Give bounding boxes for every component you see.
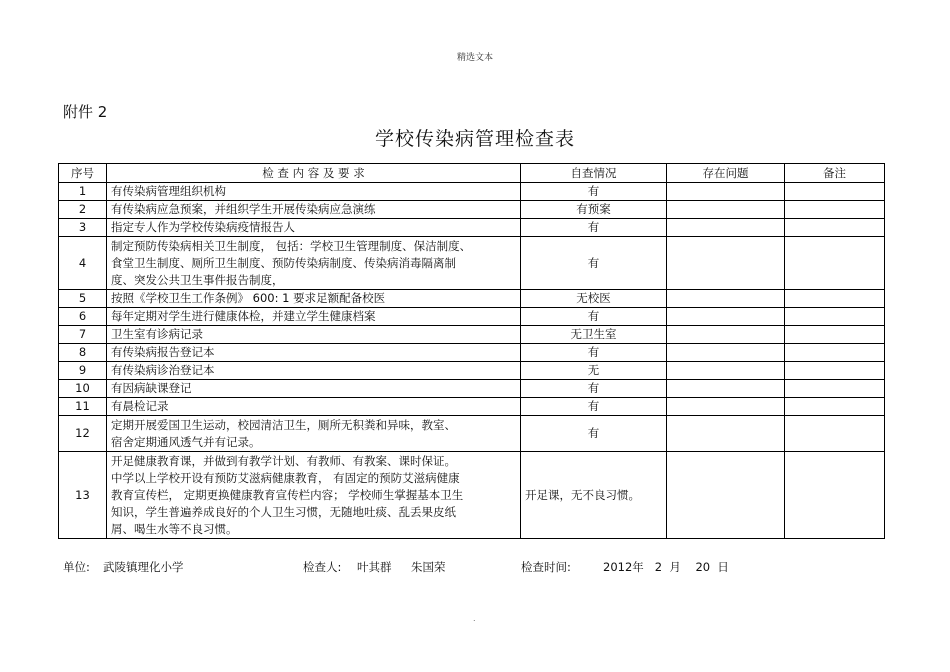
row-number: 1 (59, 183, 107, 201)
attachment-label: 附件 2 (63, 103, 108, 121)
row-number: 8 (59, 344, 107, 362)
table-row (59, 362, 885, 380)
row-number: 4 (59, 237, 107, 290)
footer-inspector-label: 检查人: (303, 560, 342, 574)
column-header-content: 检 查 内 容 及 要 求 (107, 164, 521, 183)
table-row (59, 237, 885, 290)
page-title: 学校传染病管理检查表 (374, 128, 575, 150)
row-issues (667, 344, 785, 362)
row-content (107, 344, 521, 362)
row-number: 9 (59, 362, 107, 380)
footer-time-value: 2012年 2 月 20 日 (603, 560, 729, 574)
table-row (59, 219, 885, 237)
row-content (107, 219, 521, 237)
row-content-line: 有因病缺课登记 (111, 381, 192, 395)
row-content-line: 知识，学生普遍养成良好的个人卫生习惯，无随地吐痰、乱丢果皮纸 (111, 504, 456, 519)
table-row (59, 201, 885, 219)
table-row (59, 398, 885, 416)
row-self-check-status: 有预案 (521, 201, 667, 219)
row-content-line: 定期开展爱国卫生运动，校园清洁卫生，厕所无积粪和异味，教室、 (111, 417, 456, 432)
row-content (107, 201, 521, 219)
row-number: 13 (59, 452, 107, 539)
row-issues (667, 452, 785, 539)
row-content-line: 有传染病应急预案，并组织学生开展传染病应急演练 (111, 202, 376, 216)
row-content-line: 有传染病管理组织机构 (111, 184, 226, 198)
column-header-notes: 备注 (785, 164, 885, 183)
row-self-check-status: 有 (521, 183, 667, 201)
row-notes (785, 398, 885, 416)
row-content (107, 290, 521, 308)
row-content (107, 183, 521, 201)
row-content-line: 有传染病报告登记本 (111, 345, 215, 359)
row-self-check-status: 有 (521, 380, 667, 398)
table-body (59, 183, 885, 539)
row-content (107, 308, 521, 326)
row-notes (785, 326, 885, 344)
row-content (107, 398, 521, 416)
row-notes (785, 362, 885, 380)
row-notes (785, 308, 885, 326)
row-notes (785, 201, 885, 219)
row-notes (785, 380, 885, 398)
row-self-check-status: 有 (521, 398, 667, 416)
row-self-check-status: 无卫生室 (521, 326, 667, 344)
row-issues (667, 398, 785, 416)
row-content-line: 屑、喝生水等不良习惯。 (111, 521, 238, 536)
row-number: 11 (59, 398, 107, 416)
row-notes (785, 219, 885, 237)
row-content-line: 指定专人作为学校传染病疫情报告人 (111, 220, 295, 234)
column-header-self-check: 自查情况 (521, 164, 667, 183)
footer-inspector-2: 朱国荣 (411, 560, 446, 574)
row-content (107, 326, 521, 344)
row-number: 3 (59, 219, 107, 237)
row-issues (667, 326, 785, 344)
footer-inspector-1: 叶其群 (357, 560, 392, 574)
row-content-line: 卫生室有诊病记录 (111, 327, 203, 341)
row-self-check-status: 有 (521, 237, 667, 290)
row-issues (667, 219, 785, 237)
inspection-table (58, 163, 885, 539)
row-self-check-status: 有 (521, 308, 667, 326)
row-content (107, 416, 521, 452)
row-notes (785, 344, 885, 362)
row-content-line: 有传染病诊治登记本 (111, 363, 215, 377)
row-number: 5 (59, 290, 107, 308)
table-row (59, 308, 885, 326)
row-issues (667, 290, 785, 308)
row-number: 10 (59, 380, 107, 398)
table-row (59, 183, 885, 201)
row-content-line: 开足健康教育课，并做到有教学计划、有教师、有教案、课时保证。 (111, 453, 456, 468)
row-notes (785, 183, 885, 201)
row-content-line: 宿舍定期通风透气并有记录。 (111, 434, 261, 449)
footer-unit-value: 武陵镇理化小学 (103, 560, 184, 574)
row-content-line: 有晨检记录 (111, 399, 169, 413)
header-note: 精选文本 (456, 53, 493, 63)
row-issues (667, 183, 785, 201)
table-row (59, 452, 885, 539)
row-issues (667, 201, 785, 219)
table-row (59, 380, 885, 398)
row-content-line: 食堂卫生制度、厕所卫生制度、预防传染病制度、传染病消毒隔离制 (111, 255, 456, 270)
row-number: 12 (59, 416, 107, 452)
row-content-line: 度、突发公共卫生事件报告制度， (111, 272, 284, 287)
row-number: 6 (59, 308, 107, 326)
row-issues (667, 362, 785, 380)
page-marker: . (473, 614, 476, 623)
row-notes (785, 290, 885, 308)
row-self-check-status: 开足课，无不良习惯。 (521, 452, 667, 539)
row-content-line: 中学以上学校开设有预防艾滋病健康教育， 有固定的预防艾滋病健康 (111, 470, 460, 485)
row-issues (667, 237, 785, 290)
row-number: 7 (59, 326, 107, 344)
row-self-check-status: 无 (521, 362, 667, 380)
row-self-check-status: 有 (521, 416, 667, 452)
table-row (59, 290, 885, 308)
footer-time-label: 检查时间: (521, 560, 571, 574)
table-header-row (59, 164, 885, 183)
row-content (107, 452, 521, 539)
row-content-line: 制定预防传染病相关卫生制度， 包括：学校卫生管理制度、保洁制度、 (111, 238, 472, 253)
row-content-line: 教育宣传栏， 定期更换健康教育宣传栏内容； 学校师生掌握基本卫生 (111, 487, 464, 502)
row-issues (667, 380, 785, 398)
row-issues (667, 308, 785, 326)
column-header-issues: 存在问题 (667, 164, 785, 183)
row-number: 2 (59, 201, 107, 219)
row-notes (785, 237, 885, 290)
row-content (107, 362, 521, 380)
table-row (59, 326, 885, 344)
row-self-check-status: 有 (521, 219, 667, 237)
table-row (59, 344, 885, 362)
row-notes (785, 452, 885, 539)
footer-unit-label: 单位: (63, 560, 90, 574)
row-content (107, 237, 521, 290)
row-content-line: 每年定期对学生进行健康体检，并建立学生健康档案 (111, 309, 376, 323)
column-header-number: 序号 (59, 164, 107, 183)
row-self-check-status: 有 (521, 344, 667, 362)
row-issues (667, 416, 785, 452)
row-content-line: 按照《学校卫生工作条例》 600: 1 要求足额配备校医 (111, 291, 386, 305)
table-row (59, 416, 885, 452)
row-notes (785, 416, 885, 452)
row-self-check-status: 无校医 (521, 290, 667, 308)
row-content (107, 380, 521, 398)
